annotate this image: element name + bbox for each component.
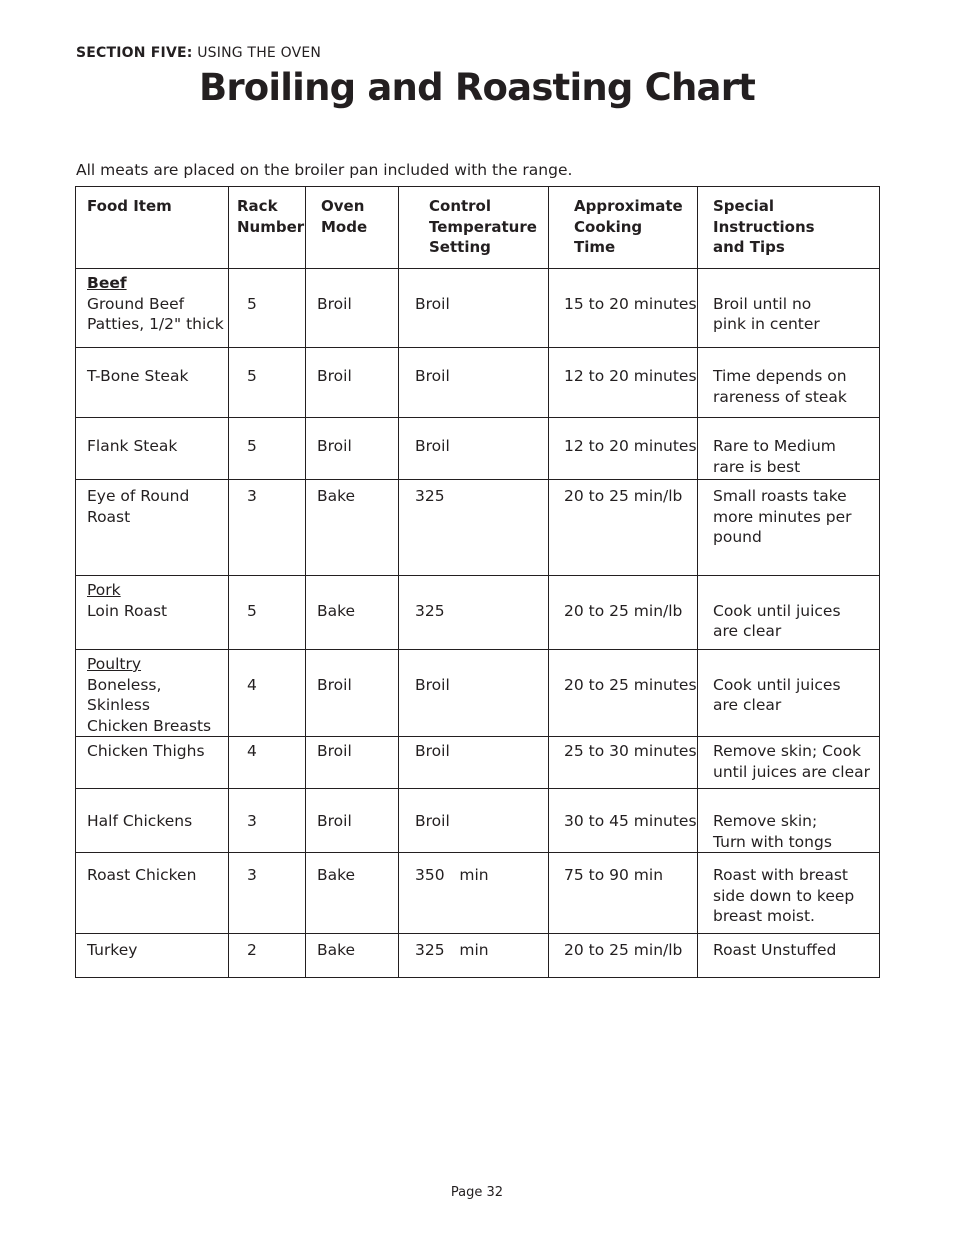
special-instructions-cell [698,789,880,853]
oven-mode-cell [306,348,399,418]
cooking-time-text: 15 to 20 minutes [564,294,697,313]
cooking-time-cell [549,934,698,978]
control-temperature-cell [399,650,549,737]
table-row [76,737,880,789]
oven-mode-cell [306,853,399,934]
control-temperature-cell [399,934,549,978]
column-header-label: Oven Mode [321,197,368,236]
cooking-time-cell [549,348,698,418]
cooking-time-text: 20 to 25 min/lb [564,487,683,505]
oven-mode-text: Bake [317,601,356,620]
table-row [76,934,880,978]
special-instructions-text: Remove skin; Turn with tongs [713,812,832,851]
food-item-cell [76,737,229,789]
table-row [76,480,880,576]
special-instructions-text: Broil until no pink in center [713,294,820,333]
column-header [399,187,549,269]
control-temperature-text: 325 [415,601,445,620]
rack-number-text: 5 [247,367,257,385]
control-temperature-cell [399,853,549,934]
table-row [76,789,880,853]
column-header [549,187,698,269]
food-item-cell [76,269,229,348]
cooking-time-text: 25 to 30 minutes [564,742,697,760]
food-item-cell [76,934,229,978]
control-temperature-cell [399,348,549,418]
food-item-name: Turkey [87,941,138,959]
food-group-label: Pork [87,581,121,599]
special-instructions-cell [698,576,880,650]
rack-number-text: 3 [247,812,257,830]
special-instructions-cell [698,348,880,418]
cooking-time-text: 75 to 90 min [564,866,664,884]
column-header [306,187,399,269]
special-instructions-text: Cook until juices are clear [713,601,841,640]
oven-mode-cell [306,737,399,789]
oven-mode-cell [306,418,399,480]
rack-number-text: 4 [247,675,257,694]
oven-mode-cell [306,934,399,978]
table-row [76,418,880,480]
control-temperature-text: Broil [415,812,450,830]
cooking-time-text: 12 to 20 minutes [564,437,697,455]
food-item-name: Loin Roast [87,601,168,620]
food-item-name: T-Bone Steak [87,367,189,385]
special-instructions-text: Small roasts take more minutes per pound [713,487,852,546]
column-header-label: Special Instructions and Tips [713,197,815,256]
rack-number-cell [229,348,306,418]
page-number: Page 32 [450,1185,504,1200]
column-header [698,187,880,269]
rack-number-cell [229,853,306,934]
food-item-cell [76,853,229,934]
table-row [76,853,880,934]
rack-number-cell [229,480,306,576]
control-temperature-cell [399,737,549,789]
special-instructions-cell [698,934,880,978]
special-instructions-cell [698,853,880,934]
rack-number-cell [229,576,306,650]
oven-mode-cell [306,650,399,737]
oven-mode-cell [306,480,399,576]
special-instructions-text: Roast Unstuffed [713,941,837,959]
oven-mode-cell [306,789,399,853]
control-temperature-text: Broil [415,437,450,455]
column-header-label: Control Temperature Setting [429,197,537,256]
cooking-time-text: 20 to 25 minutes [564,675,697,694]
table-row [76,348,880,418]
food-item-cell [76,348,229,418]
special-instructions-cell [698,737,880,789]
cooking-time-cell [549,576,698,650]
rack-number-text: 5 [247,437,257,455]
control-temperature-cell [399,789,549,853]
special-instructions-cell [698,269,880,348]
oven-mode-text: Broil [317,294,352,313]
cooking-time-text: 30 to 45 minutes [564,812,697,830]
food-item-cell [76,789,229,853]
rack-number-cell [229,269,306,348]
special-instructions-text: Cook until juices are clear [713,675,841,714]
table-header-row [76,187,880,269]
oven-mode-text: Broil [317,812,352,830]
control-temperature-text: 325 [415,487,445,505]
section-name: USING THE OVEN [197,45,322,61]
cooking-time-text: 12 to 20 minutes [564,367,697,385]
oven-mode-cell [306,576,399,650]
section-heading [76,45,321,61]
control-temperature-text: Broil [415,294,450,313]
cooking-time-cell [549,853,698,934]
control-temperature-cell [399,576,549,650]
control-temperature-cell [399,269,549,348]
intro-text: All meats are placed on the broiler pan included with the range. [76,161,573,179]
column-header [76,187,229,269]
column-header [229,187,306,269]
cooking-time-cell [549,269,698,348]
column-header-label: Rack Number [237,197,305,236]
rack-number-text: 5 [247,294,257,313]
control-temperature-text: Broil [415,367,450,385]
cooking-time-text: 20 to 25 min/lb [564,601,683,620]
food-item-name: Chicken Thighs [87,742,205,760]
cooking-time-text: 20 to 25 min/lb [564,941,683,959]
control-temperature-cell [399,418,549,480]
rack-number-text: 4 [247,742,257,760]
special-instructions-cell [698,418,880,480]
rack-number-cell [229,737,306,789]
column-header-label: Approximate Cooking Time [574,197,683,256]
cooking-time-cell [549,650,698,737]
cooking-time-cell [549,737,698,789]
rack-number-cell [229,789,306,853]
food-item-name: Eye of Round Roast [87,487,190,526]
rack-number-text: 2 [247,941,257,959]
food-item-cell [76,480,229,576]
oven-mode-text: Broil [317,367,352,385]
column-header-label: Food Item [87,197,172,215]
control-temperature-text: Broil [415,742,450,760]
food-group-label: Beef [87,274,127,292]
food-item-name: Half Chickens [87,812,193,830]
control-temperature-text: 350 min [415,866,489,884]
special-instructions-text: Roast with breast side down to keep breast moist. [713,866,855,925]
food-item-name: Boneless, Skinless Chicken Breasts [87,675,212,735]
food-item-name: Ground Beef Patties, 1/2" thick [87,294,224,333]
rack-number-text: 5 [247,601,257,620]
section-label: SECTION FIVE: [76,45,193,61]
rack-number-text: 3 [247,487,257,505]
table-row [76,576,880,650]
table-row [76,650,880,737]
oven-mode-text: Bake [317,487,356,505]
special-instructions-cell [698,650,880,737]
control-temperature-text: Broil [415,675,450,694]
table-row [76,269,880,348]
rack-number-cell [229,650,306,737]
oven-mode-text: Broil [317,437,352,455]
food-item-cell [76,418,229,480]
cooking-time-cell [549,480,698,576]
food-group-label: Poultry [87,655,142,673]
special-instructions-text: Remove skin; Cook until juices are clear [713,742,870,781]
rack-number-text: 3 [247,866,257,884]
oven-mode-text: Bake [317,866,356,884]
oven-mode-cell [306,269,399,348]
control-temperature-text: 325 min [415,941,489,959]
broiling-roasting-table [75,186,880,978]
special-instructions-text: Rare to Medium rare is best [713,437,836,476]
table-body [76,269,880,978]
oven-mode-text: Bake [317,941,356,959]
rack-number-cell [229,418,306,480]
rack-number-cell [229,934,306,978]
oven-mode-text: Broil [317,742,352,760]
food-item-cell [76,576,229,650]
food-item-name: Flank Steak [87,437,178,455]
food-item-name: Roast Chicken [87,866,197,884]
special-instructions-cell [698,480,880,576]
control-temperature-cell [399,480,549,576]
special-instructions-text: Time depends on rareness of steak [713,367,847,406]
oven-mode-text: Broil [317,675,352,694]
page-title: Broiling and Roasting Chart [198,66,756,109]
food-item-cell [76,650,229,737]
cooking-time-cell [549,789,698,853]
cooking-time-cell [549,418,698,480]
